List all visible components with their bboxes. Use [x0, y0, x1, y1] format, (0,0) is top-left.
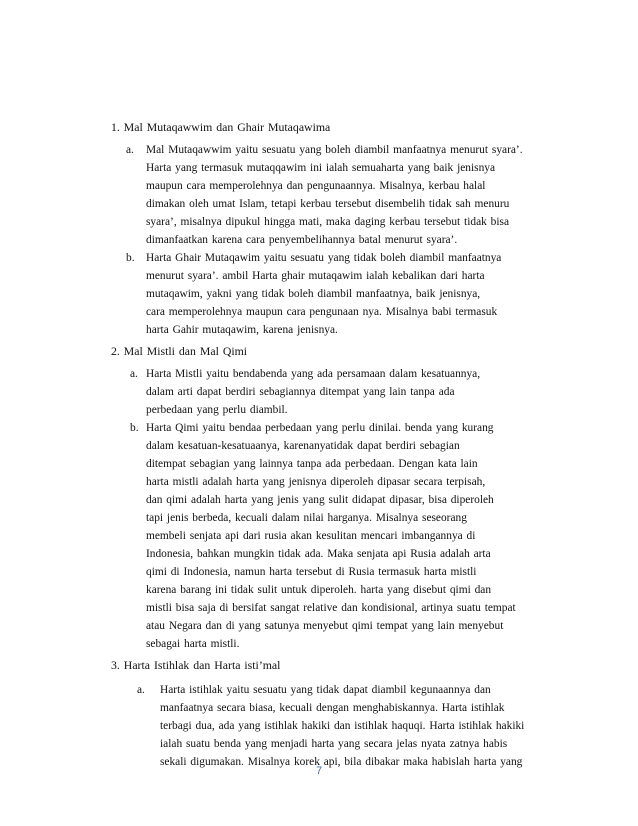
paragraph-line: Harta Mistli yaitu bendabenda yang ada persamaan dalam kesatuannya, [146, 368, 481, 380]
paragraph-line: dan qimi adalah harta yang jenis yang sulit didapat dipasar, bisa diperoleh [146, 494, 494, 506]
paragraph-line: Harta Ghair Mutaqawim yaitu sesuatu yang tidak boleh diambil manfaatnya [146, 252, 502, 264]
list-marker: a. [137, 684, 145, 696]
paragraph-line: mistli bisa saja di bersifat sangat relative dan kondisional, artinya suatu tempat [146, 602, 516, 614]
paragraph-line: menurut syara’. ambil Harta ghair mutaqawim ialah kebalikan dari harta [146, 270, 485, 282]
paragraph-line: dimakan oleh umat Islam, tetapi kerbau tersebut disembelih tidak sah menuru [146, 198, 510, 210]
paragraph-line: ialah suatu benda yang menjadi harta yang secara jelas nyata zatnya habis [160, 738, 508, 750]
paragraph-line: Indonesia, bahkan mungkin tidak ada. Maka senjata api Rusia adalah arta [146, 548, 491, 560]
paragraph-line: ditempat sebagian yang lainnya tanpa ada perbedaan. Dengan kata lain [146, 458, 478, 470]
paragraph-line: Mal Mutaqawwim yaitu sesuatu yang boleh diambil manfaatnya menurut syara’. [146, 144, 523, 156]
paragraph-line: dalam kesatuan-kesatuaanya, karenanyatidak dapat berdiri sebagian [146, 440, 460, 452]
paragraph-line: maupun cara memperolehnya dan pengunaannya. Misalnya, kerbau halal [146, 180, 486, 192]
paragraph-line: sebagai harta mistli. [146, 638, 240, 650]
paragraph-line: karena barang ini tidak sulit untuk diperoleh. harta yang disebut qimi dan [146, 584, 492, 596]
paragraph-line: sekali digumakan. Misalnya korek api, bila dibakar maka habislah harta yang [160, 756, 523, 768]
list-marker: b. [126, 252, 135, 264]
paragraph-line: tapi jenis berbeda, kecuali dalam nilai harganya. Misalnya seseorang [146, 512, 467, 524]
paragraph-line: dimanfaatkan karena cara penyembelihannya batal menurut syara’. [146, 234, 458, 246]
paragraph-line: membeli senjata api dari rusia akan kesulitan mencari imbangannya di [146, 530, 476, 542]
paragraph-line: dalam arti dapat berdiri sebagiannya ditempat yang lain tanpa ada [146, 386, 455, 398]
paragraph-line: qimi di Indonesia, namun harta tersebut di Rusia termasuk harta mistli [146, 566, 477, 578]
paragraph-line: atau Negara dan di yang satunya menyebut qimi tempat yang lain menyebut [146, 620, 504, 632]
paragraph-line: terbagi dua, ada yang istihlak hakiki dan istihlak haquqi. Harta istihlak hakiki [160, 720, 525, 732]
list-marker: b. [130, 422, 139, 434]
paragraph-line: Harta yang termasuk mutaqqawim ini ialah semuaharta yang baik jenisnya [146, 162, 496, 174]
list-marker: a. [130, 368, 138, 380]
section-heading-mal-mistli: 2. Mal Mistli dan Mal Qimi [111, 344, 248, 358]
page-number: 7 [315, 765, 323, 777]
paragraph-line: harta Gahir mutaqawim, karena jenisnya. [146, 324, 338, 336]
paragraph-line: harta mistli adalah harta yang jenisnya diperoleh dipasar secara terpisah, [146, 476, 486, 488]
paragraph-line: cara memperolehnya maupun cara pengunaan nya. Misalnya babi termasuk [146, 306, 498, 318]
paragraph-line: syara’, misalnya dipukul hingga mati, maka daging kerbau tersebut tidak bisa [146, 216, 510, 228]
list-marker: a. [126, 144, 134, 156]
paragraph-line: mutaqawim, yakni yang tidak boleh diambil manfaatnya, baik jenisnya, [146, 288, 481, 300]
section-heading-harta-istihlak: 3. Harta Istihlak dan Harta isti’mal [111, 658, 281, 672]
section-heading-mal-mutaqawwim: 1. Mal Mutaqawwim dan Ghair Mutaqawima [111, 120, 331, 134]
paragraph-line: manfaatnya secara biasa, kecuali dengan menghabiskannya. Harta istihlak [160, 702, 505, 714]
paragraph-line: perbedaan yang perlu diambil. [146, 404, 288, 416]
paragraph-line: Harta istihlak yaitu sesuatu yang tidak dapat diambil kegunaannya dan [160, 684, 491, 696]
paragraph-line: Harta Qimi yaitu bendaa perbedaan yang perlu dinilai. benda yang kurang [146, 422, 494, 434]
